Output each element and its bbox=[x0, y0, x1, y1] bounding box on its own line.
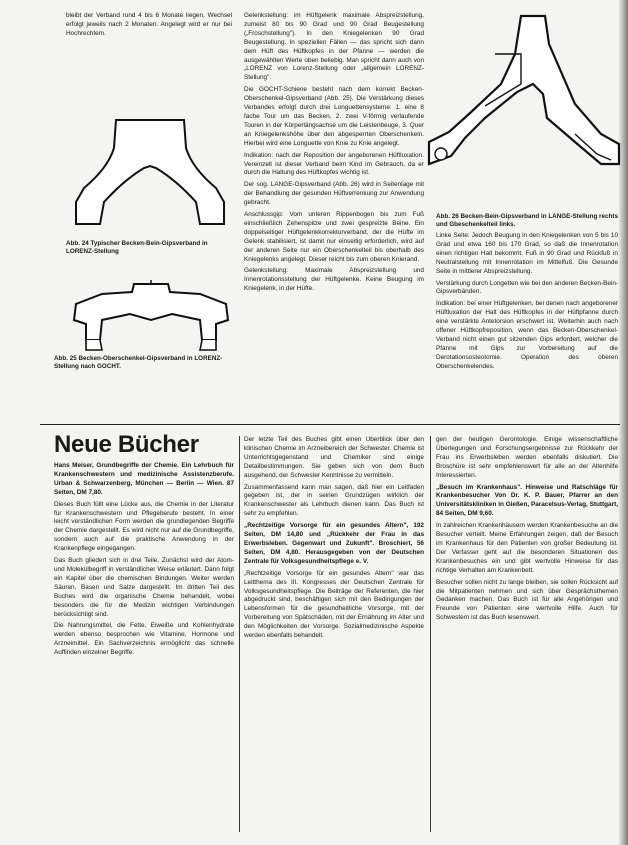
paragraph: Die GOCHT-Schiene besteht nach dem korrekt Becken-Oberschenkel-Gipsverband (Abb. 25). Die Verstärkung dieses Verbandes erfolgt durch drei Longuettensysteme: 1. eine 8 fache Tour um das Becken, 2. zwei V-förmig verlaufende Touren in der Körperlängsachse um die Leistenbeuge, 3. Quer an Kniegelenkshöhe über den abgesperrten Oberschenkeln. Hierbei wird eine Longuette von Knie zu Knie angelegt. bbox=[244, 86, 424, 147]
paragraph: Indikation: nach der Reposition der angeborenen Hüftluxation. Vereinzelt ist dieser Verband beim Kind im Gebrauch, da er durch die Haltung des Hüftkopfes wichtig ist. bbox=[244, 151, 424, 177]
column-divider bbox=[430, 436, 431, 832]
paragraph: In zahlreichen Krankenhäusern werden Krankenbesuche an die Besucher verteilt. Meine Erfahrungen zeigen, daß der Besuch im Krankenhaus für den Patienten von großer Bedeutung ist. Der Verfasser geht auf die besonderen Situationen des Krankenbesuches ein und gibt wertvolle Hinweise für das richtige Verhalten am Krankenbett. bbox=[436, 522, 618, 574]
paragraph: bleibt der Verband rund 4 bis 6 Monate liegen, Wechsel erfolgt jeweils nach 2 Monaten. Angelegt wird er nur bei Hochrechtem. bbox=[66, 12, 232, 37]
figure-26-illustration bbox=[425, 14, 621, 200]
top-left-text-block bbox=[66, 12, 232, 40]
paragraph: Das Buch gliedert sich in drei Teile. Zunächst wird der Atom- und Molekülbegriff in verständlicher Weise erläutert. Dann folgt ein Kapitel über die chemischen Bindungen. Weiter werden Säuren, Basen und Salze dargestellt. Im dritten Teil des Buches wird die organische Chemie behandelt, wobei besonders die für die Medizin wichtigen Verbindungen berücksichtigt sind. bbox=[54, 557, 234, 618]
figure-25-caption: Abb. 25 Becken-Oberschenkel-Gipsverband in LORENZ-Stellung nach GOCHT. bbox=[54, 355, 223, 371]
figure-25-illustration bbox=[66, 280, 236, 352]
paragraph: Der sog. LANGE-Gipsverband (Abb. 26) wird in Seitenlage mit der Behandlung der gesunden Hüftverrenkung zur Anwendung gebracht. bbox=[244, 181, 424, 207]
paragraph: Anschlussgip: Vom unteren Rippenbogen bis zum Fuß einschließlich Zehenspitze und zwei gespreizte Beine. Ein doppelseitiger Hüftgelenkkorrekturverband, der die Hüfte im Gelenk stabilisiert, ist damit nur einseitig erforderlich, wird auf der anderen Seite nur ein Oberschenkelteil bis oberhalb des Kniegelenks angelegt. Dieser reicht bis zum oberen Knierand. bbox=[244, 211, 424, 263]
paragraph: Die Nahrungsmittel, die Fette, Eiweiße und Kohlenhydrate werden ebenso besprochen wie Vitamine, Hormone und Arzneimittel. Ein Sachverzeichnis ermöglicht das schnelle Auffinden einzelner Begriffe. bbox=[54, 622, 234, 657]
scan-edge-shadow bbox=[618, 0, 628, 845]
paragraph: gen der heutigen Gerontologie. Einige wissenschaftliche Überlegungen und Forschungsergebnisse zur Rückkehr der Frau ins Erwerbsleben werden ebenfalls diskutiert. Die Broschüre ist sehr empfehlenswert für alle an der Altenhilfe Interessierten. bbox=[436, 436, 618, 479]
paragraph: Dieses Buch füllt eine Lücke aus, die Chemie in der Literatur für Krankenschwestern und Pflegeberufe besteht. In einer leicht verständlichen Form werden die grundlegenden Begriffe der Chemie dargestellt. Es wird nicht nur auf die Grundbegriffe, sondern auch auf die praktische Anwendung in der Krankenpflege eingegangen. bbox=[54, 500, 234, 553]
paragraph: „Rechtzeitige Vorsorge für ein gesundes Altern" war das Leitthema des III. Kongresses der Deutschen Zentrale für Volksgesundheitspflege. Die Beiträge der Referenten, die hier abgedruckt sind, beschäftigen sich mit den Bedingungen der Lebensformen für die gesundheitliche Vorsorge, mit der Vorbereitung von Spätschäden, mit der Ernährung im Alter und den Möglichkeiten der Vorsorge. Sozialmedizinische Aspekte werden ebenfalls behandelt. bbox=[244, 569, 424, 640]
figure-26-caption: Abb. 26 Becken-Bein-Gipsverband in LANGE-Stellung rechts und Gbeschenkelteil links. bbox=[436, 213, 618, 229]
section-divider bbox=[40, 424, 620, 425]
paragraph: Gelenkstellung: im Hüftgelenk maximale Abspreizstellung, zumeist 80 bis 90 Grad und 90 Grad Beugestellung („Froschstellung"). In den Kniegelenken 90 Grad Beugestellung. In speziellen Fällen — das spricht sich dann dem Hüft des Hüftkopfes in der Pfanne — werden die ausgewählten Werte oben beliebig. Man spricht dann auch von „LORENZ von Lorenz-Stellung oder „allgemein LORENZ-Stellung". bbox=[244, 12, 424, 82]
paragraph: Besucher sollen nicht zu lange bleiben, sie sollen Rücksicht auf die Mitpatienten nehmen und sich über Gesprächsthemen Gedanken machen. Das Buch ist für alle Angehörigen und Freunde von Patienten eine wertvolle Hilfe. Auch für Schwestern ist das Buch lesenswert. bbox=[436, 578, 618, 622]
section-headline: Neue Bücher bbox=[54, 431, 199, 458]
paragraph: Indikation: bei einer Hüftgelenken, bei denen nach angeborener Hüftluxation der Halt des Hüftkopfes in der Hüftpfanne durch eine verstärkte Antetorsion erschwert ist. Weiterhin auch nach offener Hüftkopfreposition, wenn das Becken-Oberschenkel-Verband nicht einen gut sitzenden Gips erfordert, welcher die Pfanne mit Gips zur Vorbereitung auf die Derotationsosteotomie. Operation des oberen Oberschenkelendes. bbox=[436, 300, 618, 370]
paragraph: Linke Seite: Jedoch Beugung in den Kniegelenken von 5 bis 10 Grad und etwa 160 bis 170 Grad, so daß die Innenrotation einen richtigen Halt bekommt. Fuß in 90 Grad und Rückfuß in Neutralstellung mit Innenrotation im Mittelfuß. Die Gesunde Seite in mittlerer Abspreizstellung. bbox=[436, 232, 618, 275]
book-title: „Besuch im Krankenhaus". Hinweise und Ratschläge für Krankenbesucher Von Dr. K. P. Bauer, Pfarrer an den Universitätskliniken in Gießen, Paracelsus-Verlag, Stuttgart, 84 Seiten, DM 9,60. bbox=[436, 483, 618, 518]
book-review-column-right bbox=[436, 436, 618, 832]
book-title: Hans Meiser, Grundbegriffe der Chemie. Ein Lehrbuch für Krankenschwestern und medizinische Assistenzberufe. Urban & Schwarzenberg, München — Berlin — Wien. 87 Seiten, DM 7,80. bbox=[54, 462, 234, 496]
column-divider bbox=[239, 436, 240, 832]
figure-24-caption: Abb. 24 Typischer Becken-Bein-Gipsverband in LORENZ-Stellung bbox=[66, 240, 208, 256]
middle-column-top bbox=[244, 12, 424, 422]
paragraph: Verstärkung durch Longetten wie bei den anderen Becken-Bein-Gipsverbänden. bbox=[436, 279, 618, 296]
figure-24-illustration bbox=[66, 118, 234, 226]
paragraph: Der letzte Teil des Buches gibt einen Überblick über den klinischen Chemie im Arzneibereich der Schwester. Chemie ist Unterrichtsgegenstand und Chemiker sind einige Detailbestimmungen. Sie geben sich von dem Buch ausgehend, der Schwester Kenntnisse zu vermitteln. bbox=[244, 436, 424, 479]
book-review-column-middle bbox=[244, 436, 424, 832]
book-title: „Rechtzeitige Vorsorge für ein gesundes Altern", 192 Seiten, DM 14,80 und „Rückkehr der Frau in das Erwerbsleben. Gegenwart und Zukunft". Broschiert, 56 Seiten, DM 4,80. Herausgegeben von der Deutschen Zentrale für Volksgesundheitspflege e. V. bbox=[244, 522, 424, 565]
book-review-column-left bbox=[54, 462, 234, 832]
paragraph: Zusammenfassend kann man sagen, daß hier ein Leitfaden gegeben ist, der in seinen Grundzügen wirklich der Krankenschwester als Lehrbuch dienen kann. Das Buch ist sehr zu empfehlen. bbox=[244, 483, 424, 518]
paragraph: Gelenkstellung: Maximale Abspreizstellung und Innenrotationsstellung der Hüftgelenke. Keine Beugung im Kniegelenk, in der Hüfte. bbox=[244, 267, 424, 293]
right-column-top bbox=[436, 232, 618, 422]
